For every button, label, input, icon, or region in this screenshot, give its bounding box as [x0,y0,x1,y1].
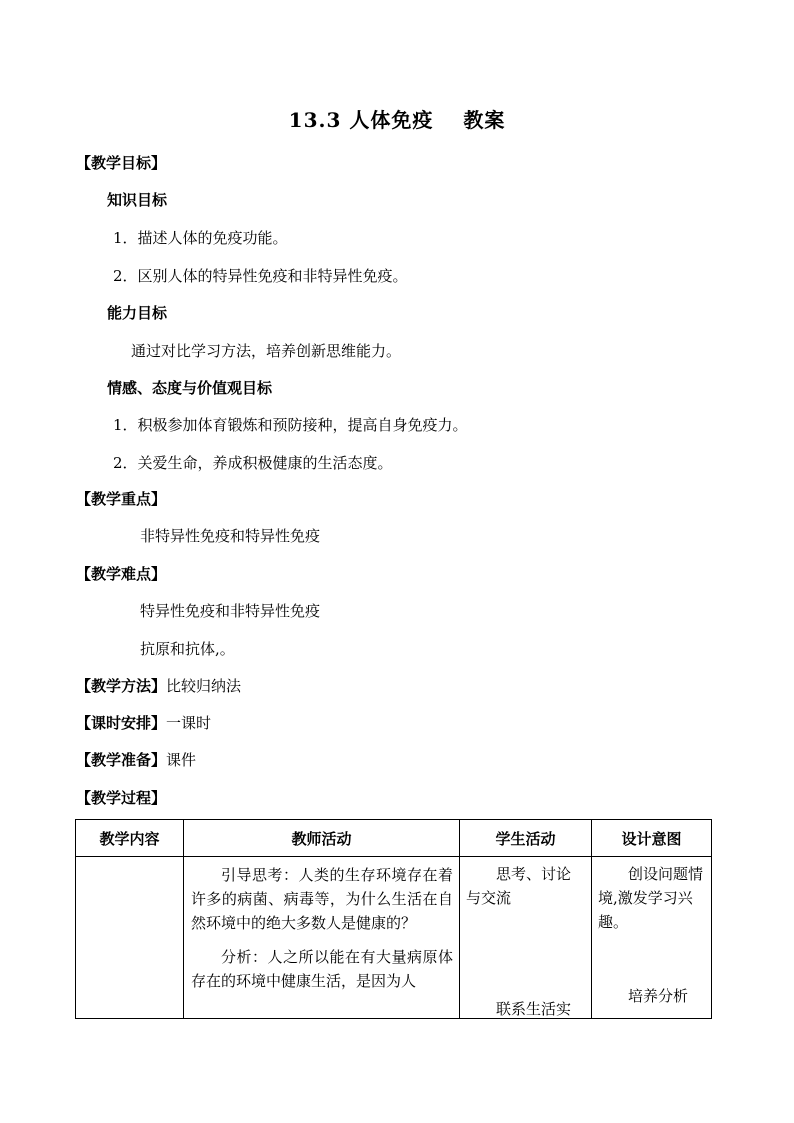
header-student: 学生活动 [460,820,592,857]
key-points-heading: 【教学重点】 [76,490,167,508]
process-heading: 【教学过程】 [76,789,167,807]
title-main: 13.3 人体免疫 [288,108,434,132]
knowledge-heading: 知识目标 [107,191,168,209]
header-content: 教学内容 [76,820,184,857]
page-title [0,104,794,133]
title-suffix: 教案 [463,108,506,132]
design-intent-1: 创设问题情境,激发学习兴趣。 [598,865,704,931]
ability-item-1: 通过对比学习方法，培养创新思维能力。 [131,342,402,360]
difficult-point-2: 抗原和抗体,。 [140,640,235,658]
method-value: 比较归纳法 [166,677,242,695]
header-teacher: 教师活动 [184,820,460,857]
cell-student [460,857,592,1019]
method-heading: 【教学方法】 [76,677,167,695]
header-intent: 设计意图 [592,820,712,857]
emotion-heading: 情感、态度与价值观目标 [107,379,273,397]
prep-value: 课件 [166,751,197,769]
teaching-process-table [75,819,712,1019]
time-heading: 【课时安排】 [76,714,167,732]
emotion-item-2: 2．关爱生命，养成积极健康的生活态度。 [113,454,393,472]
teacher-analysis-text: 分析：人之所以能在有大量病原体存在的环境中健康生活，是因为人 [191,948,453,990]
prep-line [76,750,196,770]
key-point-1: 非特异性免疫和特异性免疫 [140,527,321,545]
time-value: 一课时 [166,714,212,732]
objectives-heading: 【教学目标】 [76,154,167,172]
design-intent-2: 培养分析 [628,987,689,1005]
difficult-points-heading: 【教学难点】 [76,565,167,583]
difficult-point-1: 特异性免疫和非特异性免疫 [140,602,321,620]
knowledge-item-2: 2．区别人体的特异性免疫和非特异性免疫。 [113,267,408,285]
time-line [76,713,211,733]
method-line [76,676,241,696]
prep-heading: 【教学准备】 [76,751,167,769]
cell-intent [592,857,712,1019]
knowledge-item-1: 1．描述人体的免疫功能。 [113,229,288,247]
student-activity-2: 联系生活实 [496,1000,572,1018]
cell-teacher [184,857,460,1019]
emotion-item-1: 1．积极参加体育锻炼和预防接种，提高自身免疫力。 [113,416,468,434]
student-activity-1: 思考、讨论与交流 [466,865,572,907]
table-row [76,857,712,1019]
teacher-guide-text: 引导思考：人类的生存环境存在着许多的病菌、病毒等，为什么生活在自然环境中的绝大多数人是健康的？ [191,866,453,932]
cell-content [76,857,184,1019]
table-header-row [76,820,712,857]
ability-heading: 能力目标 [107,304,168,322]
